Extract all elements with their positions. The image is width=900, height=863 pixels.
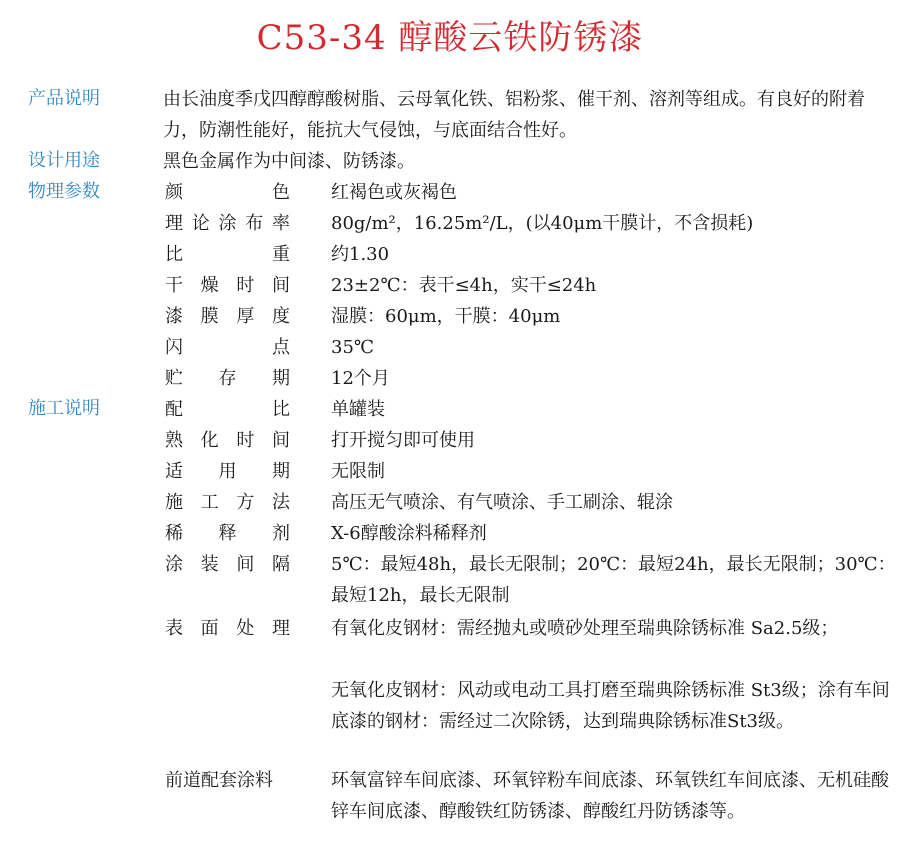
app-value-recoat-interval: 5℃：最短48h，最长无限制；20℃：最短24h，最长无限制；30℃：最短12h，最长无限制 bbox=[331, 554, 896, 606]
param-label-film-thickness: 漆膜厚度 bbox=[165, 306, 290, 327]
app-label-pot-life: 适用期 bbox=[165, 461, 290, 482]
param-label-shelf-life: 贮存期 bbox=[165, 368, 290, 389]
section-construction-heading: 施工说明 bbox=[28, 398, 100, 419]
app-label-thinner: 稀释剂 bbox=[165, 523, 290, 544]
usage-description: 黑色金属作为中间漆、防锈漆。 bbox=[163, 151, 415, 172]
param-label-color: 颜色 bbox=[165, 182, 290, 203]
param-value-film-thickness: 湿膜：60μm，干膜：40μm bbox=[331, 306, 561, 327]
param-label-density: 比重 bbox=[165, 244, 290, 265]
app-label-induction-time: 熟化时间 bbox=[165, 430, 290, 451]
param-label-drying-time: 干燥时间 bbox=[165, 275, 290, 296]
param-label-flash-point: 闪点 bbox=[165, 337, 290, 358]
param-value-shelf-life: 12个月 bbox=[331, 368, 390, 389]
app-value-induction-time: 打开搅匀即可使用 bbox=[331, 430, 475, 451]
section-product-heading: 产品说明 bbox=[28, 88, 100, 109]
product-description: 由长油度季戊四醇醇酸树脂、云母氧化铁、铝粉浆、催干剂、溶剂等组成。有良好的附着力，防潮性能好，能抗大气侵蚀，与底面结合性好。 bbox=[163, 89, 865, 141]
app-value-pot-life: 无限制 bbox=[331, 461, 385, 482]
section-usage-heading: 设计用途 bbox=[28, 150, 100, 171]
param-value-density: 约1.30 bbox=[331, 244, 390, 265]
app-label-mix-ratio: 配比 bbox=[165, 399, 290, 420]
app-value-mix-ratio: 单罐装 bbox=[331, 399, 385, 420]
app-value-primer: 环氧富锌车间底漆、环氧锌粉车间底漆、环氧铁红车间底漆、无机硅酸锌车间底漆、醇酸铁红防锈漆、醇酸红丹防锈漆等。 bbox=[331, 770, 889, 822]
app-value-method: 高压无气喷涂、有气喷涂、手工刷涂、辊涂 bbox=[331, 492, 673, 513]
app-label-surface-prep: 表面处理 bbox=[165, 618, 290, 639]
app-value-surface-prep-2: 无氧化皮钢材：风动或电动工具打磨至瑞典除锈标准 St3级；涂有车间底漆的钢材：需经过二次除锈，达到瑞典除锈标准St3级。 bbox=[331, 680, 890, 732]
param-value-flash-point: 35℃ bbox=[331, 337, 375, 358]
app-value-surface-prep-1: 有氧化皮钢材：需经抛丸或喷砂处理至瑞典除锈标准 Sa2.5级； bbox=[331, 618, 839, 639]
app-label-method: 施工方法 bbox=[165, 492, 290, 513]
page-title: C53-34 醇酸云铁防锈漆 bbox=[256, 18, 644, 58]
app-label-primer: 前道配套涂料 bbox=[165, 770, 273, 791]
app-value-thinner: X-6醇酸涂料稀释剂 bbox=[331, 523, 487, 544]
param-value-color: 红褐色或灰褐色 bbox=[331, 182, 457, 203]
param-value-drying-time: 23±2℃：表干≤4h，实干≤24h bbox=[331, 275, 597, 296]
param-label-coverage: 理论涂布率 bbox=[165, 213, 290, 234]
param-value-coverage: 80g/m²，16.25m²/L，(以40μm干膜计，不含损耗) bbox=[331, 213, 754, 234]
section-physical-heading: 物理参数 bbox=[28, 181, 100, 202]
app-label-recoat-interval: 涂装间隔 bbox=[165, 554, 290, 575]
